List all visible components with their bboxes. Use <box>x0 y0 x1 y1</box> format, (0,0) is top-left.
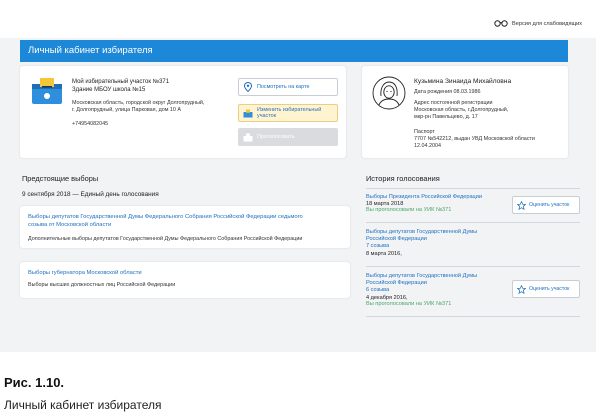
election-title-line2: созыва от Московской области <box>28 222 112 228</box>
change-station-label-line2: участок <box>257 113 276 119</box>
glasses-icon <box>494 20 508 27</box>
history-item <box>366 229 580 257</box>
rate-station-button[interactable] <box>512 280 580 298</box>
history-voted-status: Вы проголосовали на УИК №371 <box>366 207 452 214</box>
election-day-date: 9 сентября 2018 — Единый день голосования <box>22 191 159 198</box>
passport-label: Паспорт <box>414 129 435 135</box>
history-item <box>366 273 580 307</box>
vote-label: Проголосовать <box>257 134 295 140</box>
station-phone: +74954082045 <box>72 121 109 127</box>
change-station-label-line1: Изменить избирательный <box>257 107 322 113</box>
figure-number: Рис. 1.10. <box>4 375 65 390</box>
polling-station-card <box>20 66 346 158</box>
voter-name: Кузьмина Зинаида Михайловна <box>414 78 512 85</box>
station-name <box>72 78 169 94</box>
voter-dob: Дата рождения 08.03.1986 <box>414 89 481 95</box>
accessibility-version-link[interactable] <box>494 20 582 27</box>
station-address-line1: Московская область, городской округ Долгопрудный, <box>72 100 205 106</box>
view-on-map-button[interactable] <box>238 78 338 96</box>
top-bar <box>0 0 596 38</box>
voter-passport <box>414 129 564 150</box>
history-item <box>366 194 580 213</box>
history-divider <box>366 316 580 317</box>
history-election-date: 8 марта 2016, <box>366 250 402 257</box>
election-title-line1: Выборы депутатов Государственной Думы Федерального Собрания Российской Федерации седьмого <box>28 214 303 220</box>
history-election-title-line1: Выборы депутатов Государственной Думы <box>366 273 478 279</box>
change-station-button[interactable] <box>238 104 338 122</box>
registration-line1: Московская область, г.Долгопрудный, <box>414 107 509 113</box>
history-election-date: 4 декабря 2016, <box>366 294 408 301</box>
voter-registration <box>414 100 564 121</box>
station-address-line2: г. Долгопрудный, улица Парковая, дом 10 А <box>72 107 182 113</box>
history-election-title[interactable] <box>366 229 580 251</box>
history-election-date: 18 марта 2018 <box>366 201 404 208</box>
station-address <box>72 100 204 114</box>
election-title[interactable] <box>28 213 303 229</box>
star-icon <box>513 201 529 210</box>
station-number: Мой избирательный участок №371 <box>72 79 170 85</box>
view-on-map-label: Посмотреть на карте <box>257 84 310 90</box>
history-election-title-line3: 7 созыва <box>366 243 390 250</box>
history-election-title-line2: Российской Федерации <box>366 280 427 287</box>
voter-profile-card <box>362 66 568 158</box>
history-divider <box>366 222 580 223</box>
page-title: Личный кабинет избирателя <box>20 40 568 62</box>
history-voted-status: Вы проголосовали на УИК №371 <box>366 300 452 307</box>
rate-station-label: Оценить участок <box>529 286 570 292</box>
passport-line2: 12.04.2004 <box>414 143 441 149</box>
election-description: Дополнительные выборы депутатов Государственной Думы Федерального Собрания Российской Федерации <box>28 236 303 242</box>
change-station-label <box>257 107 321 119</box>
passport-line1: 7707 №542212, выдан УВД Московской области <box>414 136 535 142</box>
election-title[interactable]: Выборы губернатора Московской области <box>28 270 142 276</box>
rate-station-button[interactable] <box>512 196 580 214</box>
history-election-title[interactable]: Выборы Президента Российской Федерации <box>366 194 483 200</box>
history-divider <box>366 266 580 267</box>
accessibility-version-label: Версия для слабовидящих <box>512 20 582 27</box>
ballot-small-icon <box>239 109 257 118</box>
history-divider <box>366 188 580 189</box>
registration-label: Адрес постоянной регистрации <box>414 100 493 106</box>
star-icon <box>513 285 529 294</box>
station-building: Здание МБОУ школа №15 <box>72 87 146 93</box>
rate-station-label: Оценить участок <box>529 202 570 208</box>
history-election-title-line1: Выборы депутатов Государственной Думы <box>366 229 478 235</box>
user-avatar-icon <box>372 76 406 110</box>
history-election-title-line3: 6 созыва <box>366 287 390 294</box>
upcoming-elections-title: Предстоящие выборы <box>22 174 99 183</box>
figure-caption: Личный кабинет избирателя <box>4 398 162 412</box>
history-election-title-line2: Российской Федерации <box>366 236 427 243</box>
ballot-box-icon <box>30 76 64 106</box>
map-pin-icon <box>239 82 257 92</box>
election-description: Выборы высших должностных лиц Российской Федерации <box>28 282 176 288</box>
registration-line2: мкр-рн Павельцево, д. 17 <box>414 114 478 120</box>
election-card[interactable] <box>20 262 350 298</box>
election-card[interactable] <box>20 206 350 248</box>
vote-button[interactable] <box>238 128 338 146</box>
voting-history-title: История голосования <box>366 174 440 183</box>
ballot-disabled-icon <box>239 133 257 142</box>
